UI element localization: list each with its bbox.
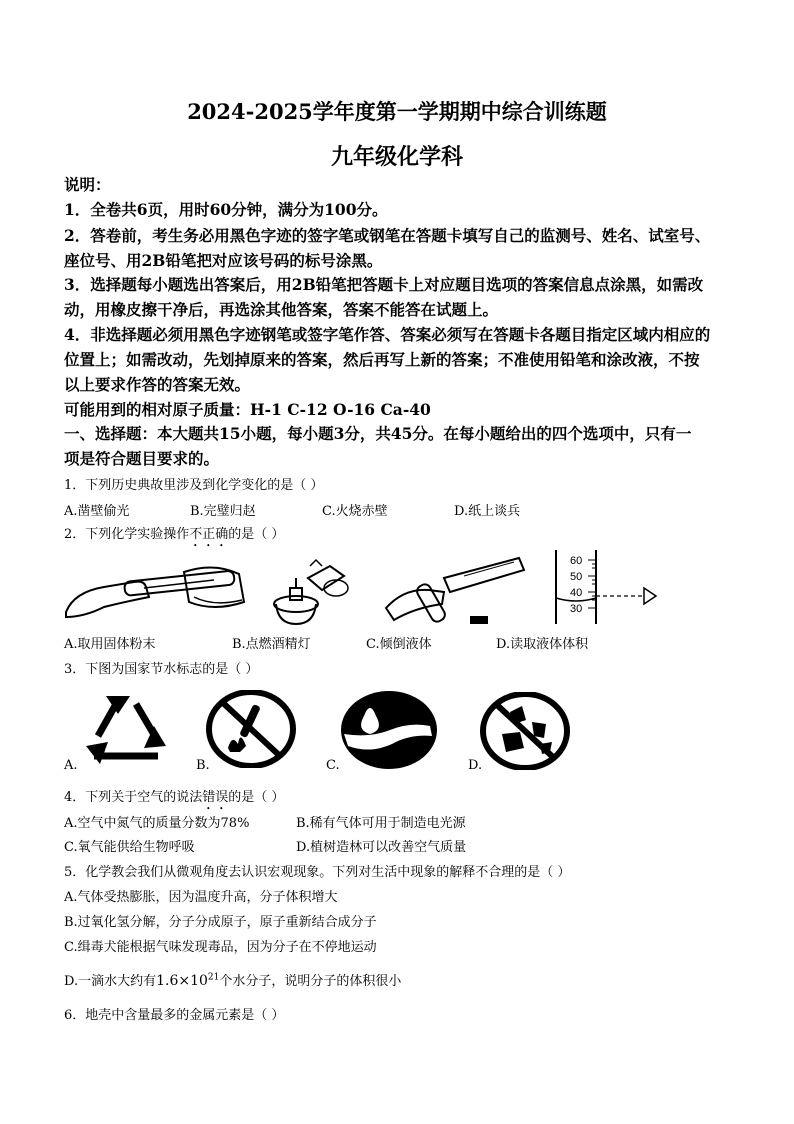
- q4-option-c: C.氧气能供给生物呼吸: [64, 840, 195, 855]
- q2-option-a: A.取用固体粉末: [64, 637, 156, 652]
- instruction-line: 以上要求作答的答案无效。: [64, 375, 251, 394]
- q4-option-a: A.空气中氮气的质量分数为78%: [64, 816, 250, 831]
- pour-liquid-figure: [384, 548, 530, 628]
- instruction-line: 1．全卷共6页，用时60分钟，满分为100分。: [64, 200, 388, 219]
- q5-d-pre: D.一滴水大约有: [64, 974, 157, 989]
- q4-option-b: B.稀有气体可用于制造电光源: [296, 816, 466, 831]
- instruction-line: 2．答卷前，考生务必用黑色字迹的签字笔或钢笔在答题卡填写自己的监测号、姓名、试室号、: [64, 226, 711, 245]
- q1-option-d: D.纸上谈兵: [454, 504, 521, 519]
- no-tree-felling-symbol-icon: [480, 692, 570, 770]
- q4-stem-post: 的是（ ）: [228, 790, 285, 805]
- graduated-cylinder-figure: [540, 548, 660, 626]
- question-6-stem: 6．地壳中含量最多的金属元素是（ ）: [64, 1008, 285, 1023]
- q2-option-c: C.倾倒液体: [366, 637, 432, 652]
- q2-stem-post: 的是（ ）: [228, 527, 285, 542]
- q3-option-a: A.: [64, 758, 78, 773]
- q1-option-b: B.完璧归赵: [190, 504, 256, 519]
- q2-stem-pre: 2．下列化学实验操作: [64, 527, 190, 542]
- alcohol-lamp-figure: [270, 558, 350, 628]
- question-5-stem: 5．化学教会我们从微观角度去认识宏观现象。下列对生活中现象的解释不合理的是（ ）: [64, 865, 571, 880]
- exam-title: 2024-2025学年度第一学期期中综合训练题: [187, 99, 607, 124]
- q2-stem-emphasis: 不正确: [189, 527, 229, 542]
- instruction-line: 座位号、用2B铅笔把对应该号码的标号涂黑。: [64, 251, 383, 270]
- question-2-stem: [64, 523, 284, 550]
- exam-subtitle: 九年级化学科: [330, 144, 463, 170]
- instruction-line: 3．选择题每小题选出答案后，用2B铅笔把答题卡上对应题目选项的答案信息点涂黑，如需改: [64, 275, 704, 294]
- section-heading: 一、选择题：本大题共15小题，每小题3分，共45分。在每小题给出的四个选项中，只有一: [64, 424, 692, 443]
- q2-option-d: D.读取液体体积: [496, 637, 589, 652]
- q5-option-a: A.气体受热膨胀，因为温度升高，分子体积增大: [64, 890, 338, 905]
- q4-stem-emphasis: 错误: [202, 790, 229, 805]
- q5-option-d: [64, 970, 401, 989]
- cylinder-tick-label: 30: [570, 603, 583, 615]
- q3-option-d: D.: [468, 758, 483, 773]
- q5-option-c: C.缉毒犬能根据气味发现毒品，因为分子在不停地运动: [64, 940, 377, 955]
- q5-option-b: B.过氧化氢分解，分子分成原子，原子重新结合成分子: [64, 915, 377, 930]
- q4-option-d: D.植树造林可以改善空气质量: [296, 840, 467, 855]
- q3-option-c: C.: [326, 758, 340, 773]
- q5-d-exponent: 21: [207, 972, 220, 983]
- instruction-line: 动，用橡皮擦干净后，再选涂其他答案，答案不能答在试题上。: [64, 300, 499, 319]
- q2-option-b: B.点燃酒精灯: [232, 637, 311, 652]
- no-smoking-symbol-icon: [206, 690, 296, 768]
- section-heading-cont: 项是符合题目要求的。: [64, 449, 220, 468]
- instructions-heading: 说明：: [64, 175, 111, 194]
- cylinder-tick-label: 50: [570, 571, 583, 583]
- q1-option-c: C.火烧赤壁: [322, 504, 388, 519]
- cylinder-tick-label: 60: [570, 555, 583, 567]
- question-1-stem: 1．下列历史典故里涉及到化学变化的是（ ）: [64, 478, 324, 493]
- recycle-symbol-icon: [78, 692, 174, 768]
- q5-d-post: 个水分子，说明分子的体积很小: [219, 974, 402, 989]
- cylinder-tick-label: 40: [570, 587, 583, 599]
- atomic-mass-line: 可能用到的相对原子质量：H-1 C-12 O-16 Ca-40: [64, 400, 431, 419]
- q3-option-b: B.: [196, 758, 210, 773]
- water-saving-symbol-icon: [340, 690, 438, 770]
- q5-d-number: 1.6×10: [156, 973, 208, 989]
- instruction-line: 位置上；如需改动，先划掉原来的答案，然后再写上新的答案；不准使用铅笔和涂改液，不按: [64, 350, 700, 369]
- q1-option-a: A.凿壁偷光: [64, 504, 130, 519]
- q4-stem-pre: 4．下列关于空气的说法: [64, 790, 203, 805]
- question-3-stem: 3．下图为国家节水标志的是（ ）: [64, 662, 259, 677]
- instruction-line: 4．非选择题必须用黑色字迹钢笔或签字笔作答、答案必须写在答题卡各题目指定区域内相应的: [64, 325, 711, 344]
- powder-loading-figure: [64, 562, 246, 624]
- question-4-stem: [64, 786, 284, 813]
